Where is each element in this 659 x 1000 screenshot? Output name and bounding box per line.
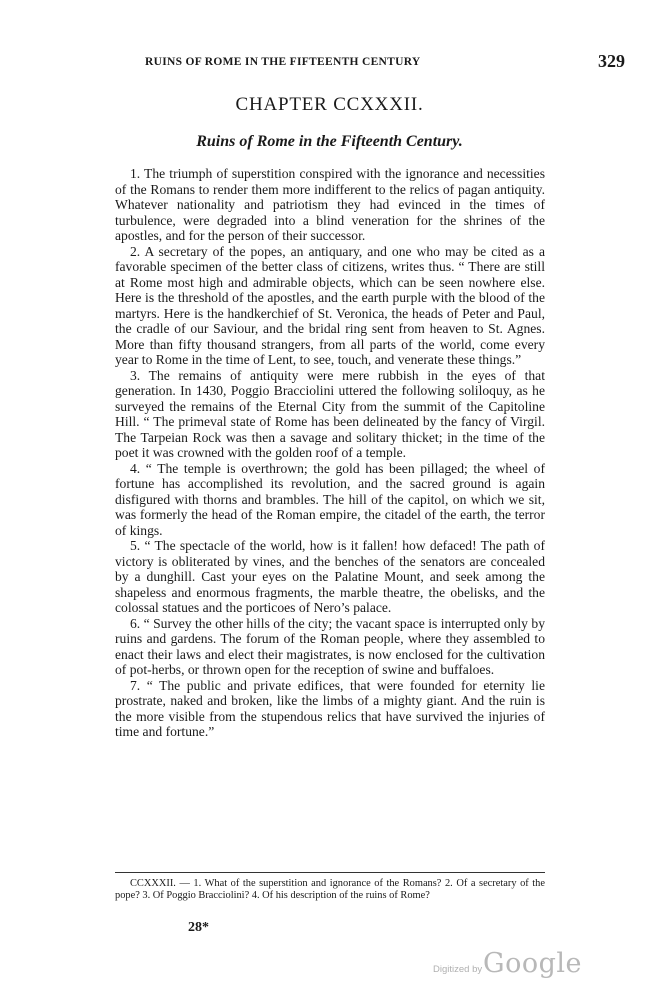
footnote-questions: CCXXXII. — 1. What of the superstition and ignorance of the Romans? 2. Of a secretary of the pope? 3. Of Poggio Bracciolini? 4. Of his description of the ruins of Rome?	[115, 878, 545, 901]
running-head	[145, 51, 625, 74]
paragraph-1: 1. The triumph of superstition conspired with the ignorance and necessities of the Romans to render them more indifferent to the relics of pagan antiquity. Whatever nationality and patriotism they had evinced in the times of turbulence, were degraded into a blind veneration for the shrines of the apostles, and for the person of their successor.	[115, 166, 545, 243]
paragraph-7: 7. “ The public and private edifices, that were founded for eternity lie prostrate, naked and broken, like the limbs of a mighty giant. And the ruin is the more visible from the stupendous relics that have survived the injuries of time and fortune.”	[115, 677, 545, 739]
chapter-body	[115, 166, 545, 740]
paragraph-2: 2. A secretary of the popes, an antiquary, and one who may be cited as a favorable specimen of the better class of citizens, writes thus. “ There are still at Rome most high and admirable objects, which can be seen nowhere else. Here is the threshold of the apostles, and the earth purple with the blood of the martyrs. Here is the handkerchief of St. Veronica, the heads of Peter and Paul, the cradle of our Saviour, and the bridal ring sent from heaven to St. Agnes. More than fifty thousand strangers, from all parts of the world, come every year to Rome in the time of Lent, to see, touch, and venerate these things.”	[115, 243, 545, 367]
paragraph-6: 6. “ Survey the other hills of the city; the vacant space is interrupted only by ruins and gardens. The forum of the Roman people, where they assembled to enact their laws and elect their magistrates, is now enclosed for the cultivation of pot-herbs, or thrown open for the reception of swine and buffaloes.	[115, 615, 545, 677]
digitized-by-label: Digitized by	[433, 964, 483, 975]
paragraph-4: 4. “ The temple is overthrown; the gold has been pillaged; the wheel of fortune has accomplished its revolution, and the sacred ground is again disfigured with thorns and brambles. The hill of the capitol, on which we sit, was formerly the head of the Roman empire, the citadel of the earth, the terror of kings.	[115, 460, 545, 538]
chapter-subtitle: Ruins of Rome in the Fifteenth Century.	[196, 133, 463, 150]
page-number: 329	[598, 51, 625, 71]
paragraph-5: 5. “ The spectacle of the world, how is it fallen! how defaced! The path of victory is obliterated by vines, and the benches of the senators are concealed by a dunghill. Cast your eyes on the Palatine Mount, and seek among the shapeless and enormous fragments, the marble theatre, the obelisks, and the colossal statues and the porticoes of Nero’s palace.	[115, 538, 545, 615]
google-logo: Google	[483, 948, 582, 979]
footnote-rule	[115, 872, 545, 873]
signature-mark: 28*	[188, 920, 209, 935]
google-watermark	[433, 948, 643, 982]
running-title: RUINS OF ROME IN THE FIFTEENTH CENTURY	[145, 56, 421, 68]
paragraph-3: 3. The remains of antiquity were mere rubbish in the eyes of that generation. In 1430, Poggio Bracciolini uttered the following soliloquy, as he surveyed the remains of the Eternal City from the summit of the Capitoline Hill. “ The primeval state of Rome has been delineated by the fancy of Virgil. The Tarpeian Rock was then a savage and solitary thicket; in the time of the poet it was crowned with the golden roof of a temple.	[115, 367, 545, 460]
chapter-title: CHAPTER CCXXXII.	[235, 94, 424, 115]
